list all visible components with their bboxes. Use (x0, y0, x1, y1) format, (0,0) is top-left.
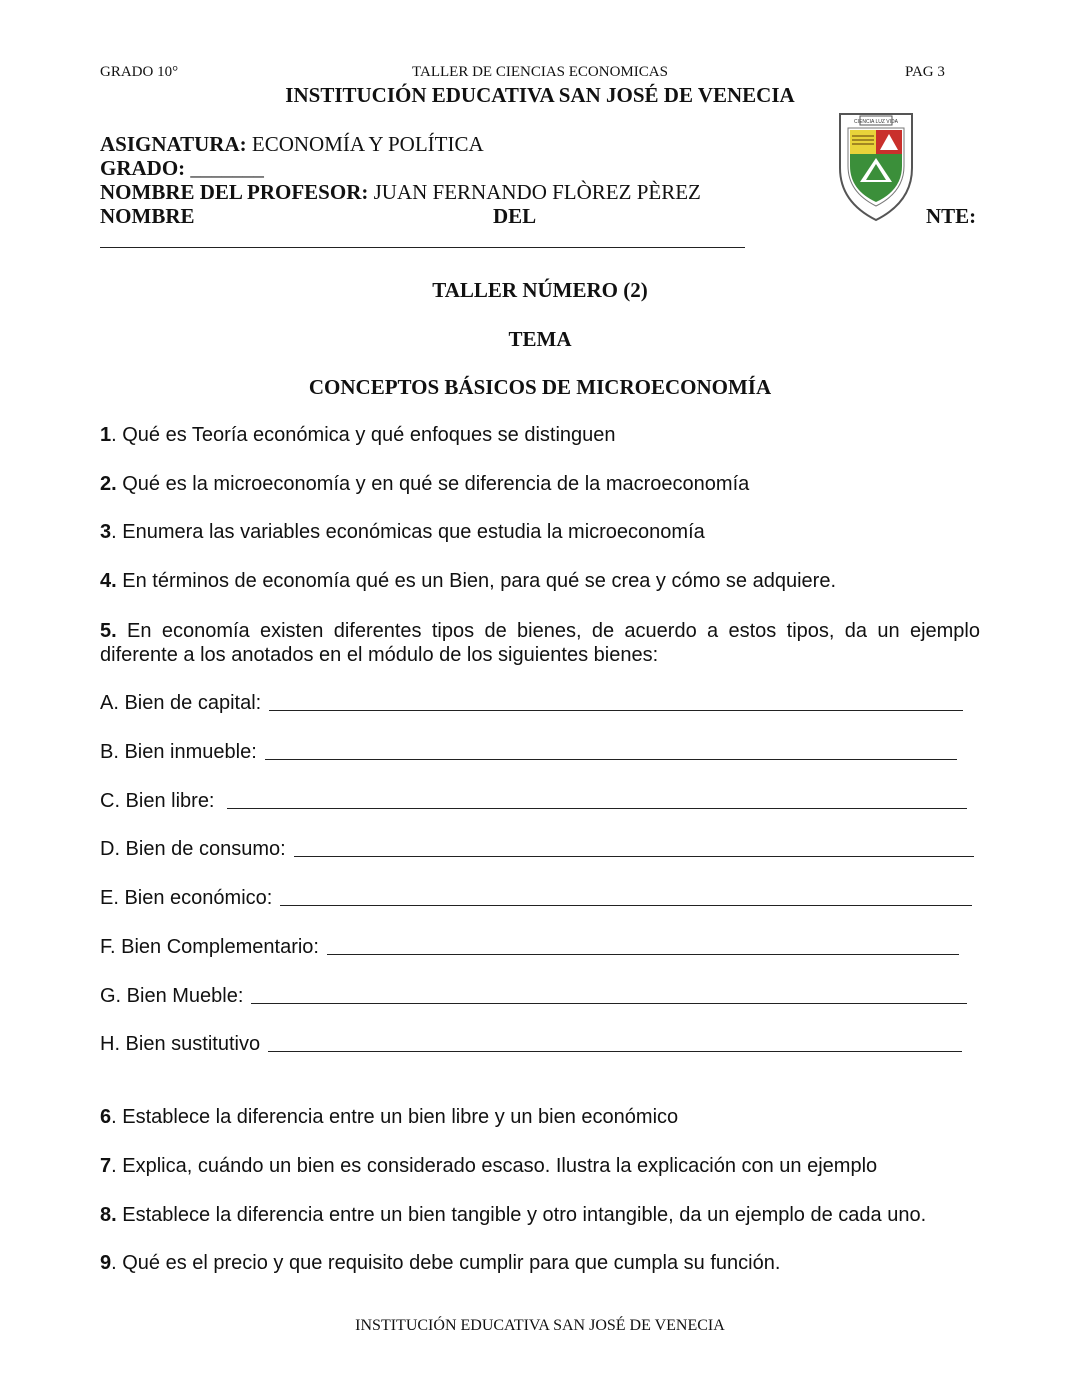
student-word-1: NOMBRE (100, 204, 195, 228)
option-h (100, 1033, 962, 1056)
option-a (100, 692, 963, 715)
workshop-number: TALLER NÚMERO (2) (432, 278, 648, 302)
teacher-label: NOMBRE DEL PROFESOR: (100, 180, 369, 204)
option-b (100, 741, 957, 764)
institution-title: INSTITUCIÓN EDUCATIVA SAN JOSÉ DE VENECIA (285, 83, 795, 107)
option-h-label: H. Bien sustitutivo (100, 1033, 261, 1055)
student-word-3: NTE: (926, 204, 977, 228)
school-crest (830, 100, 922, 228)
question-6: 6. Establece la diferencia entre un bien libre y un bien económico (100, 1106, 679, 1128)
question-9: 9. Qué es el precio y que requisito debe cumplir para que cumpla su función. (100, 1252, 781, 1274)
option-d-label: D. Bien de consumo: (100, 838, 286, 860)
option-c-label: C. Bien libre: (100, 790, 215, 812)
footer-institution: INSTITUCIÓN EDUCATIVA SAN JOSÉ DE VENECIA (355, 1317, 725, 1334)
svg-text:CIENCIA LUZ VIDA: CIENCIA LUZ VIDA (854, 119, 898, 125)
grade-line (100, 156, 264, 180)
page-number: PAG 3 (905, 64, 945, 80)
question-1: 1. Qué es Teoría económica y qué enfoques se distinguen (100, 424, 616, 446)
grade-label: GRADO: (100, 156, 186, 180)
subject-line (100, 132, 484, 156)
question-8: 8. Establece la diferencia entre un bien tangible y otro intangible, da un ejemplo de cada uno. (100, 1204, 927, 1226)
question-2: 2. Qué es la microeconomía y en qué se diferencia de la macroeconomía (100, 473, 750, 495)
answer-line-b[interactable] (265, 759, 957, 760)
option-e (100, 887, 972, 910)
tema-label: TEMA (508, 327, 572, 351)
option-e-label: E. Bien económico: (100, 887, 273, 909)
answer-line-c[interactable] (227, 808, 967, 809)
subject-label: ASIGNATURA: (100, 132, 247, 156)
student-word-2: DEL (493, 204, 537, 228)
option-a-label: A. Bien de capital: (100, 692, 262, 714)
option-g-label: G. Bien Mueble: (100, 985, 244, 1007)
answer-line-d[interactable] (294, 856, 974, 857)
topic-title: CONCEPTOS BÁSICOS DE MICROECONOMÍA (308, 375, 772, 399)
workshop-header: TALLER DE CIENCIAS ECONOMICAS (412, 64, 668, 80)
answer-line-e[interactable] (280, 905, 972, 906)
option-c (100, 790, 967, 813)
grade-blank: _______ (190, 156, 264, 180)
teacher-value: JUAN FERNANDO FLÒREZ PÈREZ (373, 180, 701, 204)
option-d (100, 838, 974, 861)
option-f-label: F. Bien Complementario: (100, 936, 319, 958)
answer-line-a[interactable] (269, 710, 963, 711)
option-b-label: B. Bien inmueble: (100, 741, 257, 763)
subject-value: ECONOMÍA Y POLÍTICA (251, 132, 484, 156)
answer-line-g[interactable] (251, 1003, 967, 1004)
grade-header: GRADO 10° (100, 64, 179, 80)
student-name-line[interactable] (100, 247, 745, 248)
question-5: 5. En economía existen diferentes tipos de bienes, de acuerdo a estos tipos, da un ejemplo diferente a los anotados en el módulo de los siguientes bienes: (100, 620, 980, 666)
crest-yellow-field (850, 130, 876, 154)
answer-line-f[interactable] (327, 954, 959, 955)
option-f (100, 936, 959, 959)
teacher-line (100, 180, 701, 204)
answer-line-h[interactable] (268, 1051, 962, 1052)
question-3: 3. Enumera las variables económicas que estudia la microeconomía (100, 521, 705, 543)
option-g (100, 985, 967, 1008)
question-4: 4. En términos de economía qué es un Bien, para qué se crea y cómo se adquiere. (100, 570, 837, 592)
school-crest-shield-icon (830, 100, 922, 228)
question-7: 7. Explica, cuándo un bien es considerado escaso. Ilustra la explicación con un ejemplo (100, 1155, 878, 1177)
